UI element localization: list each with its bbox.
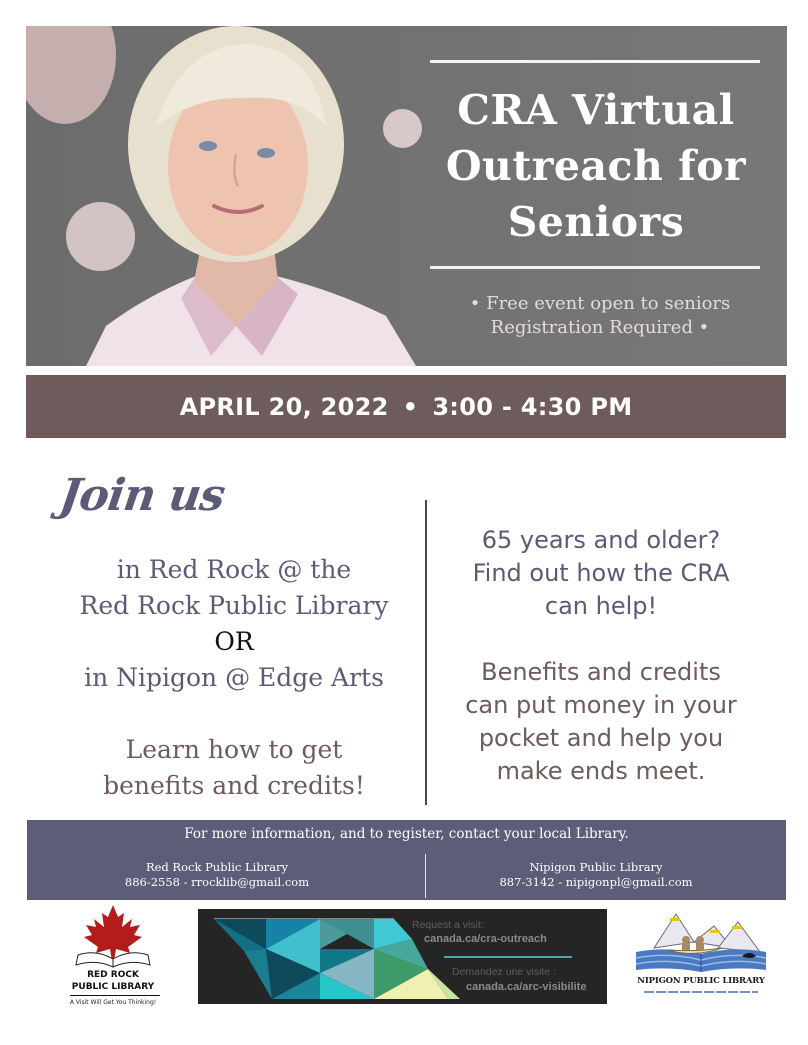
red-rock-contact xyxy=(27,860,407,890)
hero-banner xyxy=(26,26,787,366)
benefits-text xyxy=(436,656,766,788)
nipigon-library-logo xyxy=(634,912,768,1004)
logo-name: NIPIGON PUBLIC LIBRARY xyxy=(637,976,765,986)
banner-rule xyxy=(444,956,572,958)
bullet-separator: • xyxy=(402,392,419,421)
join-us-heading: Join us xyxy=(56,470,228,521)
request-visit-label: Request a visit: xyxy=(412,919,484,931)
learn-line: Learn how to get xyxy=(125,735,343,764)
demandez-visite-label: Demandez une visite : xyxy=(452,966,556,978)
subtitle-line: Registration Required • xyxy=(490,317,710,338)
question-line: can help! xyxy=(544,592,658,620)
benefit-line: can put money in your xyxy=(465,691,737,719)
logo-name-line: PUBLIC LIBRARY xyxy=(71,982,155,992)
library-name: Nipigon Public Library xyxy=(529,860,663,874)
red-rock-library-logo xyxy=(58,903,168,1011)
maple-leaf-book-icon xyxy=(58,903,168,969)
senior-woman-portrait xyxy=(86,26,426,366)
cra-outreach-banner[interactable] xyxy=(198,909,607,1004)
question-line: Find out how the CRA xyxy=(472,559,730,587)
or-text: OR xyxy=(214,627,254,656)
benefit-line: Benefits and credits xyxy=(481,658,721,686)
title-rule-bottom xyxy=(430,266,760,269)
cra-outreach-link[interactable]: canada.ca/cra-outreach xyxy=(424,933,547,945)
logo-tagline-stripe xyxy=(644,991,758,993)
logo-tagline: A Visit Will Get You Thinking! xyxy=(69,999,157,1006)
subtitle-line: • Free event open to seniors xyxy=(469,293,731,314)
column-divider xyxy=(425,500,427,805)
question-text xyxy=(436,524,766,623)
canoe-mountains-book-icon xyxy=(634,912,768,974)
event-title xyxy=(430,82,762,250)
logo-rule xyxy=(70,995,160,996)
library-contact[interactable]: 887-3142 - nipigonpl@gmail.com xyxy=(499,875,693,889)
title-line: Seniors xyxy=(507,198,685,246)
contact-info-bar xyxy=(27,820,786,900)
pitch-block xyxy=(436,524,766,788)
date-time-bar xyxy=(26,375,786,438)
event-subtitle xyxy=(430,292,770,340)
title-line: Outreach for xyxy=(445,142,747,190)
nipigon-contact xyxy=(406,860,786,890)
event-date: APRIL 20, 2022 xyxy=(179,392,389,421)
location-line: in Red Rock @ the xyxy=(116,555,352,584)
logo-name-line: RED ROCK xyxy=(87,970,139,980)
event-time: 3:00 - 4:30 PM xyxy=(432,392,633,421)
benefit-line: make ends meet. xyxy=(496,757,706,785)
title-line: CRA Virtual xyxy=(457,86,735,134)
library-contact[interactable]: 886-2558 - rrocklib@gmail.com xyxy=(124,875,310,889)
question-line: 65 years and older? xyxy=(481,526,721,554)
contact-heading: For more information, and to register, contact your local Library. xyxy=(184,826,629,842)
benefit-line: pocket and help you xyxy=(478,724,724,752)
location-line: Red Rock Public Library xyxy=(79,591,389,620)
location-line: in Nipigon @ Edge Arts xyxy=(84,663,384,692)
arc-visibilite-link[interactable]: canada.ca/arc-visibilite xyxy=(466,981,587,993)
title-rule-top xyxy=(430,60,760,63)
locations-block xyxy=(44,552,424,804)
learn-text xyxy=(44,732,424,804)
library-name: Red Rock Public Library xyxy=(145,860,289,874)
learn-line: benefits and credits! xyxy=(103,771,365,800)
